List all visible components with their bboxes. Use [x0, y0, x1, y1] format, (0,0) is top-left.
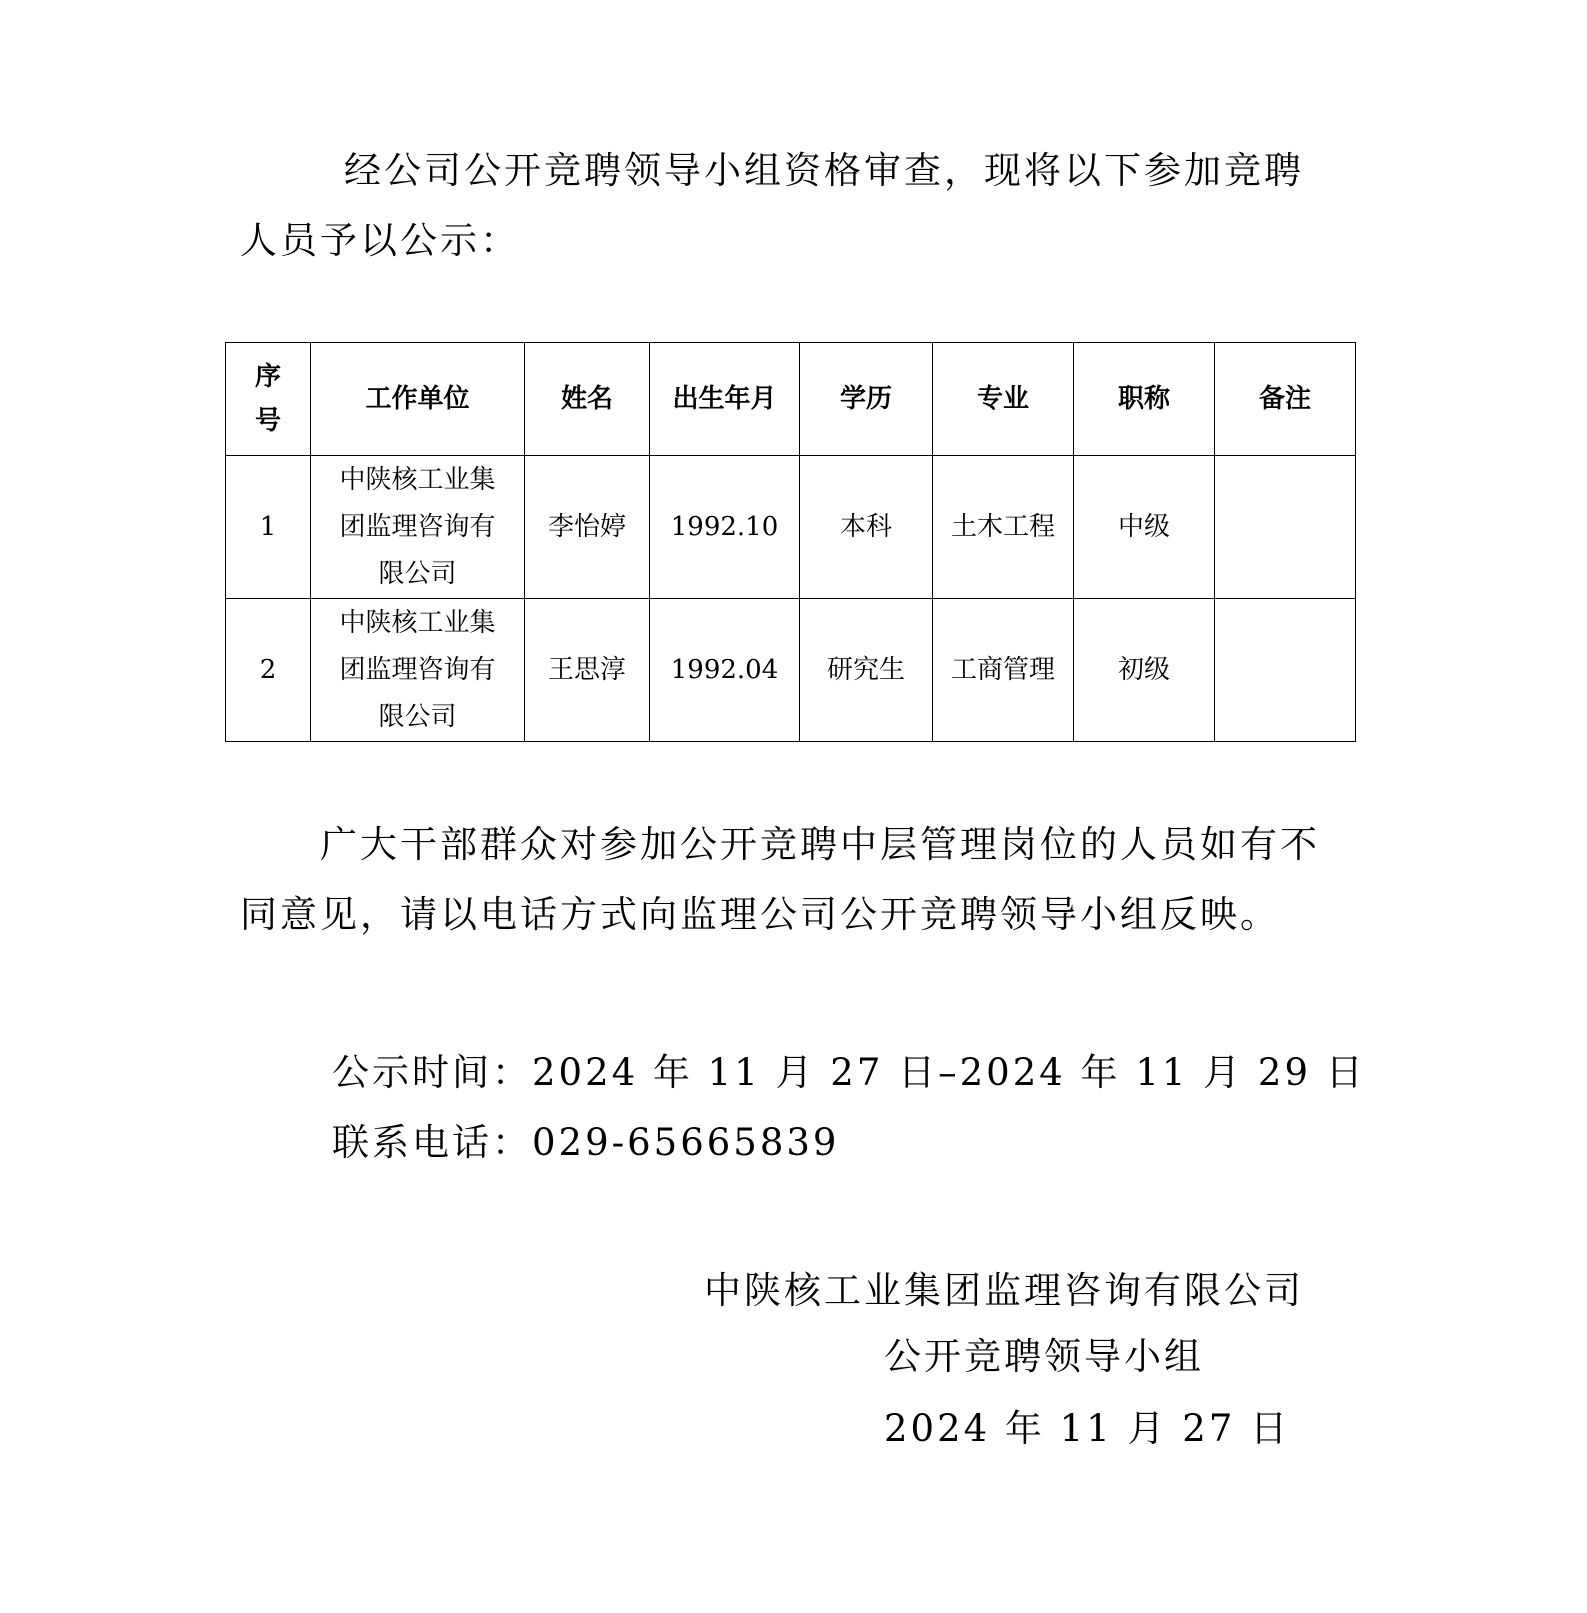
cell-unit: 中陕核工业集团监理咨询有限公司 [311, 599, 525, 742]
cell-title: 中级 [1074, 456, 1215, 599]
publicity-time: 公示时间：2024 年 11 月 27 日–2024 年 11 月 29 日 [332, 1051, 1366, 1094]
cell-unit: 中陕核工业集团监理咨询有限公司 [311, 456, 525, 599]
header-remark: 备注 [1215, 343, 1356, 456]
signature-date: 2024 年 11 月 27 日 [884, 1407, 1291, 1450]
intro-paragraph: 经公司公开竞聘领导小组资格审查，现将以下参加竞聘人员予以公示： [240, 149, 1304, 262]
cell-birth: 1992.10 [650, 456, 800, 599]
header-name: 姓名 [525, 343, 650, 456]
cell-remark [1215, 456, 1356, 599]
cell-education: 本科 [800, 456, 933, 599]
signature-organization: 中陕核工业集团监理咨询有限公司 [704, 1269, 1304, 1312]
cell-education: 研究生 [800, 599, 933, 742]
cell-birth: 1992.04 [650, 599, 800, 742]
header-major: 专业 [933, 343, 1074, 456]
cell-seq: 2 [226, 599, 311, 742]
header-birth: 出生年月 [650, 343, 800, 456]
table-header-row [226, 343, 1356, 456]
header-seq: 序号 [226, 343, 311, 456]
candidates-table [225, 342, 1356, 742]
table-row [226, 456, 1356, 599]
cell-remark [1215, 599, 1356, 742]
cell-title: 初级 [1074, 599, 1215, 742]
cell-name: 王思淳 [525, 599, 650, 742]
signature-group: 公开竞聘领导小组 [884, 1335, 1204, 1378]
header-title: 职称 [1074, 343, 1215, 456]
cell-major: 土木工程 [933, 456, 1074, 599]
cell-major: 工商管理 [933, 599, 1074, 742]
cell-seq: 1 [226, 456, 311, 599]
contact-phone: 联系电话：029-65665839 [332, 1121, 840, 1164]
notice-paragraph: 广大干部群众对参加公开竞聘中层管理岗位的人员如有不同意见，请以电话方式向监理公司公开竞聘领导小组反映。 [240, 823, 1320, 936]
header-education: 学历 [800, 343, 933, 456]
cell-name: 李怡婷 [525, 456, 650, 599]
table-row [226, 599, 1356, 742]
header-unit: 工作单位 [311, 343, 525, 456]
